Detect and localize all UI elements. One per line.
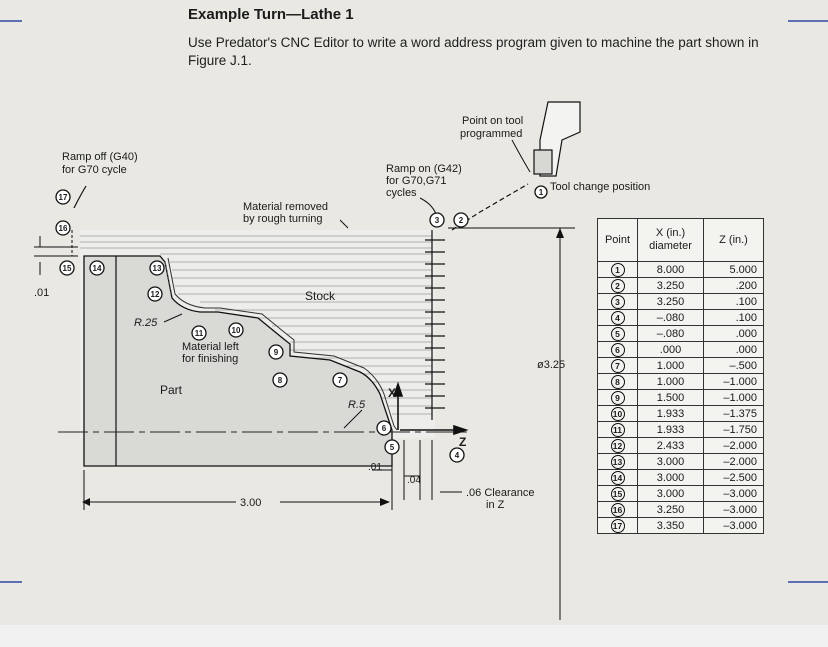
- x-cell: 3.000: [638, 454, 704, 470]
- table-row: [598, 422, 764, 438]
- clearance-label-1: .06 Clearance: [466, 487, 535, 499]
- point-marker-13: [150, 261, 164, 275]
- point-on-tool-label-2: programmed: [460, 128, 523, 140]
- z-cell: –3.000: [704, 502, 764, 518]
- z-cell: .200: [704, 278, 764, 294]
- table-row: [598, 278, 764, 294]
- table-body: [598, 262, 764, 534]
- header-x-line-1: X (in.): [655, 227, 686, 239]
- point-cell: [598, 406, 638, 422]
- svg-text:2: 2: [458, 216, 464, 225]
- material-removed-label-2: by rough turning: [243, 213, 323, 225]
- ramp-off-path: [74, 186, 86, 208]
- point-cell: [598, 470, 638, 486]
- x-cell: –.080: [638, 310, 704, 326]
- z-cell: –1.000: [704, 390, 764, 406]
- point-marker-3: [430, 213, 444, 227]
- svg-text:4: 4: [454, 451, 460, 460]
- x-cell: 1.000: [638, 358, 704, 374]
- table-row: [598, 262, 764, 278]
- table-row: [598, 518, 764, 534]
- point-cell: [598, 262, 638, 278]
- x-cell: .000: [638, 342, 704, 358]
- point-cell: [598, 374, 638, 390]
- point-marker-10: [229, 323, 243, 337]
- table-row: [598, 342, 764, 358]
- dim-300-label: 3.00: [240, 497, 262, 509]
- table-row: [598, 470, 764, 486]
- point-badge: 13: [611, 455, 625, 469]
- x-cell: 3.000: [638, 486, 704, 502]
- svg-text:6: 6: [381, 424, 387, 433]
- point-badge: 15: [611, 487, 625, 501]
- z-cell: –1.750: [704, 422, 764, 438]
- point-cell: [598, 422, 638, 438]
- table-row: [598, 438, 764, 454]
- dim-01-bottom-label: .01: [368, 462, 382, 473]
- z-cell: –1.375: [704, 406, 764, 422]
- ramp-on-label-3: cycles: [386, 187, 417, 199]
- point-marker-9: [269, 345, 283, 359]
- part-label: Part: [160, 383, 183, 397]
- svg-text:1: 1: [538, 188, 544, 197]
- ramp-off-label-2: for G70 cycle: [62, 164, 127, 176]
- x-cell: 1.500: [638, 390, 704, 406]
- point-marker-16: [56, 221, 70, 235]
- x-cell: 3.250: [638, 278, 704, 294]
- point-badge: 2: [611, 279, 625, 293]
- z-cell: .100: [704, 310, 764, 326]
- z-cell: .100: [704, 294, 764, 310]
- table-row: [598, 406, 764, 422]
- x-cell: 3.250: [638, 294, 704, 310]
- point-marker-2: [454, 213, 468, 227]
- point-cell: [598, 294, 638, 310]
- table-row: [598, 358, 764, 374]
- point-badge: 6: [611, 343, 625, 357]
- point-badge: 16: [611, 503, 625, 517]
- z-cell: –3.000: [704, 518, 764, 534]
- x-cell: 2.433: [638, 438, 704, 454]
- viewer-bottom-strip: [0, 625, 828, 647]
- svg-text:15: 15: [62, 264, 72, 273]
- z-cell: –1.000: [704, 374, 764, 390]
- point-on-tool-label-1: Point on tool: [462, 115, 524, 127]
- z-cell: –2.000: [704, 438, 764, 454]
- table-header-row: [598, 219, 764, 262]
- point-cell: [598, 278, 638, 294]
- point-badge: 9: [611, 391, 625, 405]
- point-badge: 11: [611, 423, 625, 437]
- z-cell: .000: [704, 326, 764, 342]
- z-cell: –.500: [704, 358, 764, 374]
- table-row: [598, 374, 764, 390]
- x-cell: –.080: [638, 326, 704, 342]
- axis-x-label: X: [388, 386, 397, 400]
- table-row: [598, 326, 764, 342]
- point-cell: [598, 438, 638, 454]
- point-marker-8: [273, 373, 287, 387]
- point-badge: 3: [611, 295, 625, 309]
- point-marker-4: [450, 448, 464, 462]
- tool-pointer: [512, 140, 530, 172]
- point-badge: 10: [611, 407, 625, 421]
- header-z: Z (in.): [704, 219, 764, 262]
- point-cell: [598, 310, 638, 326]
- material-left-label-1: Material left: [182, 341, 239, 353]
- svg-text:13: 13: [152, 264, 162, 273]
- point-cell: [598, 518, 638, 534]
- svg-text:7: 7: [337, 376, 343, 385]
- x-cell: 3.000: [638, 470, 704, 486]
- stock-label: Stock: [305, 289, 336, 303]
- point-cell: [598, 326, 638, 342]
- diameter-label: ø3.25: [537, 359, 566, 371]
- x-cell: 3.250: [638, 502, 704, 518]
- point-marker-6: [377, 421, 391, 435]
- cutting-tool: [534, 102, 580, 176]
- tool-change-label: Tool change position: [550, 181, 651, 193]
- material-removed-label-1: Material removed: [243, 201, 328, 213]
- dim-01-left-label: .01: [34, 287, 50, 299]
- x-cell: 8.000: [638, 262, 704, 278]
- x-cell: 1.933: [638, 422, 704, 438]
- point-cell: [598, 454, 638, 470]
- coordinate-table: [597, 218, 764, 534]
- svg-text:16: 16: [58, 224, 68, 233]
- table-row: [598, 502, 764, 518]
- x-cell: 3.350: [638, 518, 704, 534]
- radius-25-label: R.25: [134, 317, 158, 329]
- point-badge: 17: [611, 519, 625, 533]
- clearance-label-2: in Z: [486, 499, 505, 511]
- point-marker-7: [333, 373, 347, 387]
- point-cell: [598, 342, 638, 358]
- z-cell: –2.500: [704, 470, 764, 486]
- example-title: Example Turn—Lathe 1: [188, 6, 354, 23]
- point-marker-12: [148, 287, 162, 301]
- point-marker-14: [90, 261, 104, 275]
- svg-text:11: 11: [194, 329, 204, 338]
- x-cell: 1.933: [638, 406, 704, 422]
- header-point: Point: [598, 219, 638, 262]
- z-cell: .000: [704, 342, 764, 358]
- point-cell: [598, 502, 638, 518]
- table-row: [598, 486, 764, 502]
- svg-text:9: 9: [273, 348, 279, 357]
- z-cell: –3.000: [704, 486, 764, 502]
- header-x-line-2: diameter: [649, 240, 692, 252]
- axis-z-label: Z: [459, 435, 467, 449]
- svg-text:14: 14: [92, 264, 102, 273]
- table-row: [598, 454, 764, 470]
- svg-text:3: 3: [434, 216, 440, 225]
- material-left-label-2: for finishing: [182, 353, 239, 365]
- table-row: [598, 310, 764, 326]
- svg-text:10: 10: [231, 326, 241, 335]
- point-badge: 14: [611, 471, 625, 485]
- dim-04-label: .04: [407, 475, 421, 486]
- x-cell: 1.000: [638, 374, 704, 390]
- header-x: [638, 219, 704, 262]
- point-marker-17: [56, 190, 70, 204]
- svg-text:12: 12: [150, 290, 160, 299]
- point-cell: [598, 358, 638, 374]
- ramp-on-label-1: Ramp on (G42): [386, 163, 462, 175]
- point-badge: 7: [611, 359, 625, 373]
- point-badge: 5: [611, 327, 625, 341]
- radius-5-label: R.5: [348, 399, 366, 411]
- svg-text:8: 8: [277, 376, 283, 385]
- ramp-on-label-2: for G70,G71: [386, 175, 447, 187]
- point-badge: 8: [611, 375, 625, 389]
- point-badge: 12: [611, 439, 625, 453]
- table-row: [598, 294, 764, 310]
- point-cell: [598, 486, 638, 502]
- example-description: Use Predator's CNC Editor to write a word address program given to machine the part shown in Figure J.1.: [188, 35, 759, 68]
- ramp-off-label-1: Ramp off (G40): [62, 151, 138, 163]
- point-marker-15: [60, 261, 74, 275]
- point-badge: 4: [611, 311, 625, 325]
- table-row: [598, 390, 764, 406]
- point-cell: [598, 390, 638, 406]
- svg-text:5: 5: [389, 443, 395, 452]
- svg-text:17: 17: [58, 193, 68, 202]
- point-marker-11: [192, 326, 206, 340]
- z-cell: –2.000: [704, 454, 764, 470]
- point-marker-5: [385, 440, 399, 454]
- point-marker-1: [535, 186, 547, 198]
- z-cell: 5.000: [704, 262, 764, 278]
- point-badge: 1: [611, 263, 625, 277]
